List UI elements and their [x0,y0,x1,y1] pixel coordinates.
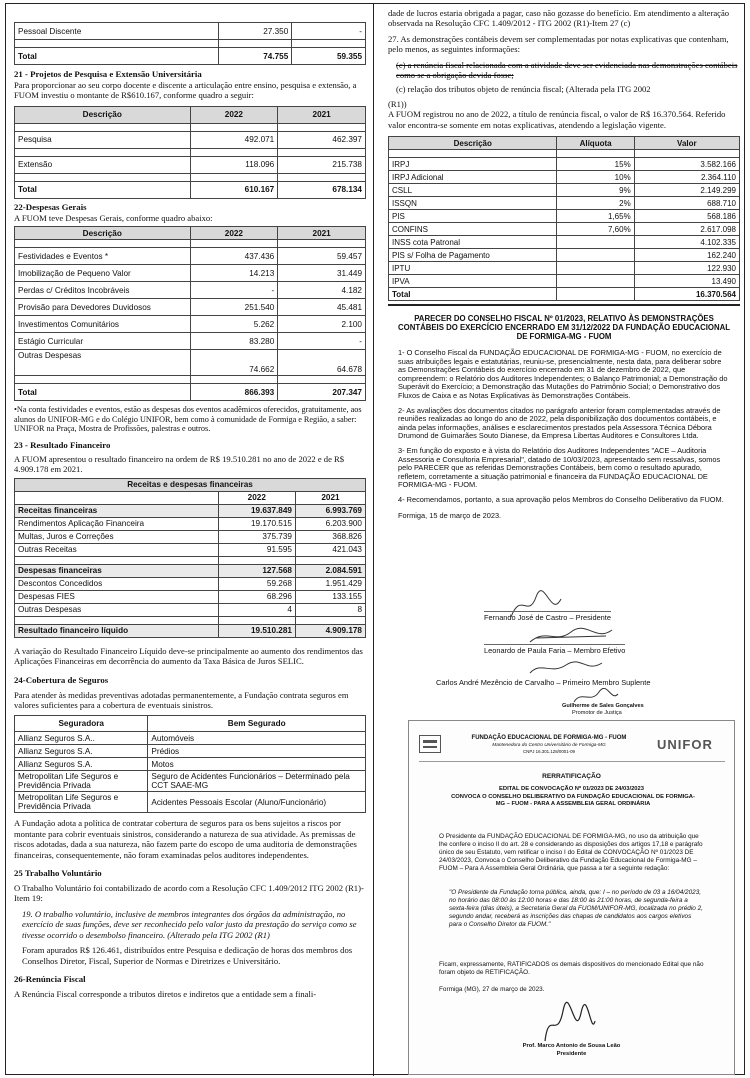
table-header-row [15,106,366,123]
projects-table [14,106,366,199]
document-page [5,3,745,1075]
cell: 83.280 [190,333,278,350]
cell: 118.096 [190,156,278,173]
opinion-paragraph: 3- Em função do exposto e à vista do Relatório dos Auditores Independentes "ACE – Auditoria Assessoria e Consultoria Empresarial", datado de 10/03/2023, apresentado sem ressalvas, somos pelo PARECER que as referidas Demonstrações Contábeis, bem como o resultado apurado, refletem, corretamente a situação patrimonial e financeira da FUNDAÇÃO EDUCACIONAL DE FORMIGA-MG - FUOM. [398,446,721,490]
cell: 375.739 [218,530,295,543]
cell: Automóveis [148,732,366,745]
header-cell: Receitas e despesas financeiras [15,478,366,491]
table-total-row [15,624,366,637]
cell: 68.296 [218,590,295,603]
opinion-paragraph: 1- O Conselho Fiscal da FUNDAÇÃO EDUCACIONAL DE FORMIGA-MG - FUOM, no exercício de suas atribuições legais e estatutárias, reuniu-se, presencialmente, nesta data, para deliberar sobre as Demonstrações Contábeis do exercício encerrado em 31 de dezembro de 2022, que compreendem: o Relatório dos Auditores Independentes; o Balanço Patrimonial; a Demonstração do Superávit do Exercício; a Demonstração das Mutações do Patrimônio Social; o Demonstrativo dos Fluxos de Caixa e as Notas Explicativas às Demonstrações Contábeis. [398,348,728,401]
cell: 74.755 [218,48,292,65]
fiscal-council-opinion [388,314,740,520]
cell: IRPJ Adicional [389,171,557,184]
cell: Descontos Concedidos [15,577,219,590]
cell: 133.155 [295,590,365,603]
table-row [15,771,366,792]
header-cell: 2022 [190,106,278,123]
cell: CONFINS [389,223,557,236]
cell: Outras Despesas [15,350,191,376]
section-25-text: O Trabalho Voluntário foi contabilizado de acordo com a Resolução CFC 1.409/2012 ITG 2002 (R1)-Item 19: [14,883,364,904]
left-column [14,8,366,999]
signature-1: Fernando José de Castro – Presidente [484,613,611,622]
table-row [389,275,740,288]
cell: Estágio Curricular [15,333,191,350]
table-row [15,333,366,350]
cell: Acidentes Pessoais Escolar (Aluno/Funcionário) [148,792,366,813]
table-row [15,156,366,173]
cell: 1,65% [557,210,634,223]
org-subtitle: Mantenedora do Centro Universitário de Formiga-MG [492,743,606,748]
signature-scribble [539,1001,599,1045]
cell: PIS s/ Folha de Pagamento [389,249,557,262]
cell: IPVA [389,275,557,288]
cell: 31.449 [278,265,366,282]
header-cell: Descrição [389,137,557,150]
notice-paragraph: Ficam, expressamente, RATIFICADOS os demais dispositivos do mencionado Edital que não foram objeto de RETIFICAÇÃO. [439,961,704,976]
cell: Metropolitan Life Seguros e Previdência Privada [15,792,148,813]
cell: Motos [148,758,366,771]
cell: 3.582.166 [634,158,739,171]
header-cell: Alíquota [557,137,634,150]
cell: 59.268 [218,577,295,590]
cell: 162.240 [634,249,739,262]
cell: 45.481 [278,299,366,316]
cell: 16.370.564 [634,288,739,301]
cell: 59.355 [292,48,366,65]
cell: 1.951.429 [295,577,365,590]
cell: Rendimentos Aplicação Financeira [15,517,219,530]
unifor-logo: UNIFOR [657,737,713,752]
table-row [389,249,740,262]
cell: 2022 [218,491,295,504]
section-23-after: A variação do Resultado Financeiro Líquido deve-se principalmente ao aumento dos rendimentos das Aplicações Financeiras em decorrência do aumento da Taxa Básica de Juros SELIC. [14,645,363,667]
cell: Total [15,48,219,65]
cell: 866.393 [190,384,278,401]
cell: 7,60% [557,223,634,236]
cell: Investimentos Comunitários [15,316,191,333]
cell: 2.364.110 [634,171,739,184]
section-25-quote: 19. O trabalho voluntário, inclusive de membros integrantes dos órgãos da administração, no exercício de suas funções, deve ser reconhecido pelo valor justo da prestação do serviço como se tivesse ocorrido o desembolso financeiro. (Alterado pela ITG 2002 (R1) [22,908,357,940]
table-total-row [389,288,740,301]
opinion-title: PARECER DO CONSELHO FISCAL Nº 01/2023, RELATIVO ÀS DEMONSTRAÇÕES CONTÁBEIS DO EXERCÍCIO ENCERRADO EM 31/12/2022 DA FUNDAÇÃO EDUCACIONAL DE FORMIGA-MG - FUOM [398,314,730,342]
cell: 5.262 [190,316,278,333]
section-21-title: 21 - Projetos de Pesquisa e Extensão Universitária [14,69,202,79]
opinion-paragraph: 2- As avaliações dos documentos citados no parágrafo anterior foram complementadas através de reuniões realizadas ao longo do ano de 2022, pela disponibilização dos documentos contábeis, e ainda pelas informações, análises e esclarecimentos prestados pela Assessora Técnica Débora Drumond de Guimarães Souto Dianese, da Empresa Libertas Auditores e Consultores Ltda. [398,405,721,441]
notice-convoca: CONVOCA O CONSELHO DELIBERATIVO DA FUNDAÇÃO EDUCACIONAL DE FORMIGA-MG – FUOM - PARA A ASSEMBLEIA GERAL ORDINÁRIA [451,794,695,808]
cell: 2% [557,197,634,210]
cell: 4 [218,603,295,616]
continuation-text: dade de lucros estaria obrigada a pagar, caso não gozasse do benefício. Em atendimento a alteração observada na Resolução CFC 1.409/2012 - ITG 2002 (R1)-Item 27 (c) [388,8,730,29]
table-row [389,158,740,171]
table-row [15,543,366,556]
section-24-title: 24-Cobertura de Seguros [14,674,109,685]
table-row [15,758,366,771]
opinion-paragraph: 4- Recomendamos, portanto, a sua aprovação pelos Membros do Conselho Deliberativo da FUOM. [398,494,724,504]
cell: Pesquisa [15,131,191,148]
signature-scribble [526,659,606,679]
table-row [15,23,366,40]
table-row [15,577,366,590]
cell: PIS [389,210,557,223]
general-expenses-table [14,226,366,401]
cell: 59.457 [278,248,366,265]
cell: 122.930 [634,262,739,275]
table-header-row [15,491,366,504]
cell: Resultado financeiro líquido [15,624,219,637]
header-cell: Descrição [15,106,191,123]
cell: 6.203.900 [295,517,365,530]
cell: 568.186 [634,210,739,223]
cell: Allianz Seguros S.A.. [15,732,148,745]
table-header-row [15,227,366,240]
table-row [389,236,740,249]
table-row [389,262,740,275]
table-row [15,316,366,333]
notice-date: Formiga (MG), 27 de março de 2023. [439,986,545,993]
cell: 15% [557,158,634,171]
opinion-date: Formiga, 15 de março de 2023. [398,510,502,520]
cell [557,249,634,262]
table-row [15,282,366,299]
signature-3: Carlos André Mezêncio de Carvalho – Primeiro Membro Suplente [436,678,651,687]
cell: Outras Despesas [15,603,219,616]
section-26-text: A Renúncia Fiscal corresponde a tributos diretos e indiretos que a entidade sem a finali- [14,988,317,999]
cell: 74.662 [190,350,278,376]
cell: 19.170.515 [218,517,295,530]
notice-edital: EDITAL DE CONVOCAÇÃO Nº 01/2023 DE 24/03/2023 [499,786,644,792]
table-row [15,299,366,316]
header-cell: 2021 [278,227,366,240]
cell: Receitas financeiras [15,504,219,517]
cell: 4.909.178 [295,624,365,637]
header-cell: Descrição [15,227,191,240]
notice-quote: "O Presidente da Fundação torna pública, ainda, que: I – no período de 03 a 16/04/2023, no horário das 08:00 às 12:00 horas e das 18:00 às 21:00 horas, de segunda-feira a sexta-feira (dias úteis), a Secretaria Geral da FUOM/UNIFOR-MG, localizada no prédio 2, segundo andar, receberá as inscrições das chapas de candidatos aos cargos eletivos para o Conselho Diretor da FUOM." [449,889,703,928]
cell: Perdas c/ Créditos Incobráveis [15,282,191,299]
cell: Extensão [15,156,191,173]
cell: 251.540 [190,299,278,316]
cell: Provisão para Devedores Duvidosos [15,299,191,316]
cell: Despesas FIES [15,590,219,603]
notice-signer: Prof. Marco Antonio de Sousa Leão [522,1043,621,1049]
cell: Total [15,384,191,401]
table-row [389,171,740,184]
table-row [15,792,366,813]
cell: Festividades e Eventos * [15,248,191,265]
section-25-after: Foram apurados R$ 126.461, distribuídos entre Pesquisa e dedicação de horas dos membros dos Conselhos Diretor, Fiscal, Superior de Normas e Diretrizes e Universitário. [22,945,353,966]
table-total-row [15,181,366,198]
cell: 6.993.769 [295,504,365,517]
cell: 9% [557,184,634,197]
cell: 64.678 [278,350,366,376]
table-row [15,265,366,282]
cell [557,236,634,249]
section-22-note: •Na conta festividades e eventos, estão as despesas dos eventos acadêmicos oferecidos, gratuitamente, aos alunos do UNIFOR-MG e do Colégio UNIFOR, bem como à comunidade de Formiga e Região, a saber: UNIFOR na Praça, Mostra de Profissões, palestras e outros. [14,405,362,434]
cell: Allianz Seguros S.A. [15,758,148,771]
table-row [15,131,366,148]
cell: Outras Receitas [15,543,219,556]
header-cell: Bem Segurado [148,716,366,732]
org-name: FUNDAÇÃO EDUCACIONAL DE FORMIGA-MG - FUOM [471,735,627,741]
header-cell: 2021 [278,106,366,123]
cell: - [190,282,278,299]
cell: 421.043 [295,543,365,556]
cell: 91.595 [218,543,295,556]
cell [557,288,634,301]
cell: 27.350 [218,23,292,40]
renuncia-text: A FUOM registrou no ano de 2022, a título de renúncia fiscal, o valor de R$ 16.370.564. Referido valor encontra-se somente em notas explicativas, atendendo a legislação vigente. [388,109,726,130]
cell: 4.182 [278,282,366,299]
table-header-row [389,137,740,150]
section-22-text: A FUOM teve Despesas Gerais, conforme quadro abaixo: [14,212,213,223]
cell: 4.102.335 [634,236,739,249]
table-row [389,210,740,223]
table-row [15,248,366,265]
table-row [15,517,366,530]
financial-result-table [14,478,366,638]
cell: 688.710 [634,197,739,210]
section-21-text: Para proporcionar ao seu corpo docente e discente a articulação entre ensino, pesquisa e extensão, a FUOM investiu o montante de R$610.167, conforme quadro a seguir: [14,80,357,101]
table-row [389,197,740,210]
table-caption-row [15,478,366,491]
cell: 13.490 [634,275,739,288]
cell: 2.149.299 [634,184,739,197]
item-27-r1-text: (R1)) [388,98,407,109]
fuom-logo-icon [419,735,441,753]
header-cell: 2022 [190,227,278,240]
cell [557,275,634,288]
table-row [15,350,366,376]
notice-signer-role: Presidente [556,1051,587,1057]
cell: 610.167 [190,181,278,198]
cell: IRPJ [389,158,557,171]
notice-paragraph: O Presidente da FUNDAÇÃO EDUCACIONAL DE FORMIGA-MG, no uso da atribuição que lhe confere o inciso II do art. 28 e considerando as disposições dos artigos 17,18 e parágrafo único de seu Estatuto, vem retificar o inciso I do Edital de CONVOCAÇÃO Nº 01/2023 DE 24/03/2023, Convoca o Conselho Deliberativo da Fundação Educacional de Formiga-MG – FUOM – Para A Assembleia Geral Ordinária, que passa a ter a seguinte redação: [439,833,703,872]
cell: 2.617.098 [634,223,739,236]
cell: 14.213 [190,265,278,282]
cell: Allianz Seguros S.A. [15,745,148,758]
top-table [14,22,366,65]
signature-4-role: Promotor de Justiça [572,710,622,716]
section-23-text: A FUOM apresentou o resultado financeiro na ordem de R$ 19.510.281 no ano de 2022 e de R$ 4.909.178 em 2021. [14,454,345,475]
cell: INSS cota Patronal [389,236,557,249]
cell: 10% [557,171,634,184]
section-26-title: 26-Renúncia Fiscal [14,973,86,984]
cell: 215.738 [278,156,366,173]
table-row [15,504,366,517]
cell: Despesas financeiras [15,564,219,577]
rule [388,303,740,306]
table-row [15,603,366,616]
cell: Metropolitan Life Seguros e Previdência Privada [15,771,148,792]
cell: 2.084.591 [295,564,365,577]
section-23-title: 23 - Resultado Financeiro [14,440,111,450]
table-row [15,732,366,745]
cell: CSLL [389,184,557,197]
cell: 368.826 [295,530,365,543]
header-cell: Seguradora [15,716,148,732]
cell: 127.568 [218,564,295,577]
table-row [389,184,740,197]
cell: Total [15,181,191,198]
table-header-row [15,716,366,732]
table-row [15,745,366,758]
notice-title: RERRATIFICAÇÃO [542,773,601,780]
cell: Multas, Juros e Correções [15,530,219,543]
cell: 19.637.849 [218,504,295,517]
table-total-row [15,384,366,401]
table-row [15,530,366,543]
section-24-text: Para atender às medidas preventivas adotadas permanentemente, a Fundação contrata seguros em valores suficientes para a cobertura de eventuais sinistros. [14,689,349,711]
header-cell: Valor [634,137,739,150]
section-25-title: 25 Trabalho Voluntário [14,868,102,879]
cell: IPTU [389,262,557,275]
section-22-title: 22-Despesas Gerais [14,201,87,212]
cell: - [278,333,366,350]
cell: Pessoal Discente [15,23,219,40]
table-row [389,223,740,236]
table-row [15,590,366,603]
table-row [15,564,366,577]
item-27-struck-text: (c) a renúncia fiscal relacionada com a atividade deve ser evidenciada nas demonstrações contábeis como se a obrigação devida fosse; [396,59,738,81]
column-divider [373,4,374,1076]
cell: 19.510.281 [218,624,295,637]
signature-4-name: Guilherme de Sales Gonçalves [562,703,644,709]
tax-waiver-table [388,136,740,301]
cell: 2.100 [278,316,366,333]
signature-2: Leonardo de Paula Faria – Membro Efetivo [484,646,626,655]
cell: 492.071 [190,131,278,148]
table-total-row [15,48,366,65]
cell: Total [389,288,557,301]
rerratification-notice [408,720,735,1075]
section-24-after: A Fundação adota a política de contratar cobertura de seguros para os bens sujeitos a riscos por montante para cobrir eventuais sinistros, considerando a natureza de sua atividade. As premissas de riscos adotadas, dada a sua natureza, não fazem parte do escopo de uma auditoria de demonstrações financeiras, consequentemente, não foram examinadas pelos auditores independentes. [14,818,357,860]
cell: 8 [295,603,365,616]
org-cnpj: CNPJ 16.301.128/0001-09 [523,749,575,754]
cell: 2021 [295,491,365,504]
cell: - [292,23,366,40]
insurance-table [14,715,366,813]
cell: Imobilização de Pequeno Valor [15,265,191,282]
right-column [388,8,740,520]
item-27-text: 27. As demonstrações contábeis devem ser complementadas por notas explicativas que contenham, pelo menos, as seguintes informações: [388,33,729,55]
cell: 437.436 [190,248,278,265]
cell: 462.397 [278,131,366,148]
cell: Prédios [148,745,366,758]
cell [557,262,634,275]
cell: Seguro de Acidentes Funcionários – Determinado pela CCT SAAE-MG [148,771,366,792]
cell: ISSQN [389,197,557,210]
cell: 678.134 [278,181,366,198]
cell: 207.347 [278,384,366,401]
item-27-c-text: (c) relação dos tributos objeto de renúncia fiscal; (Alterada pela ITG 2002 [396,84,651,95]
